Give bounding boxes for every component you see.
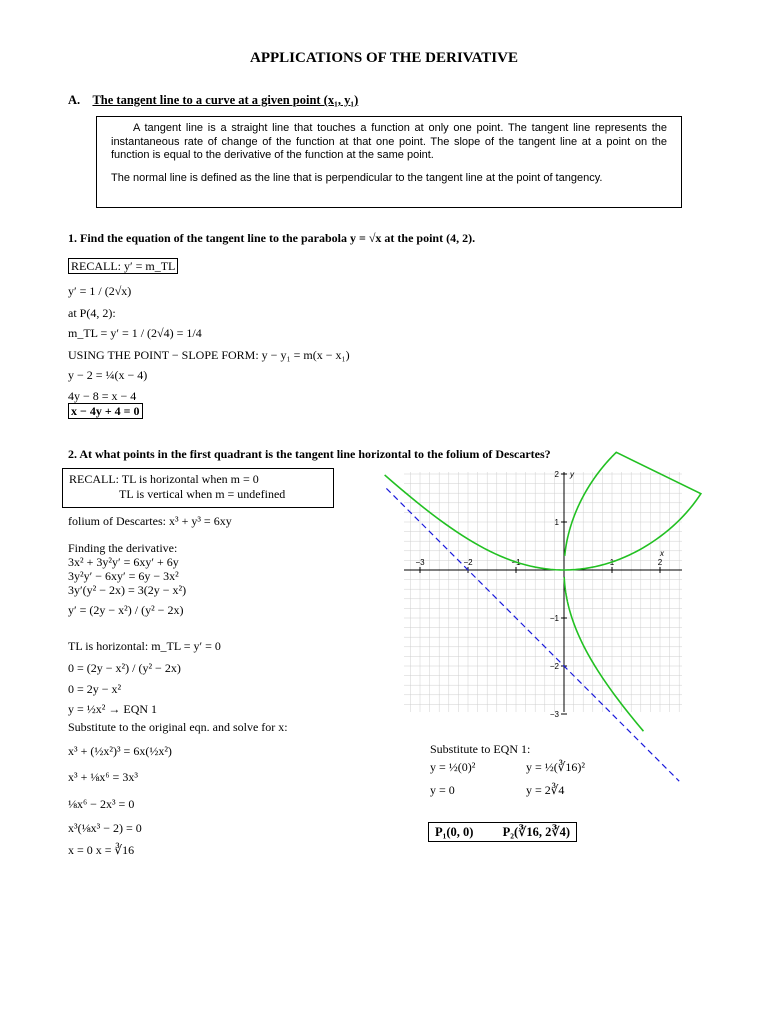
p1-step-2: at P(4, 2): [68, 306, 116, 320]
section-a-label: A. [68, 93, 81, 107]
folium-graph [404, 470, 682, 719]
problem-2-recall [62, 468, 334, 508]
x-tick-label: −2 [463, 558, 473, 567]
tangent-line-definition: A tangent line is a straight line that touches a function at only one point. The tangent line represents the instantaneous rate of change of the function at that one point. The slope of the tangent line at a point on the function is equal to the derivative of the function at the same point. [111, 122, 667, 161]
p2-step-13: x³ + ⅛x⁶ = 3x³ [68, 770, 138, 784]
problem-2-question: 2. At what points in the first quadrant is the tangent line horizontal to the folium of Descartes? [68, 447, 551, 461]
y-tick-label: −2 [549, 662, 559, 671]
p1-answer [68, 404, 143, 418]
y-tick-label: 1 [554, 518, 559, 527]
x-tick-label: 2 [657, 558, 663, 567]
p2-step-8: 0 = (2y − x²) / (y² − 2x) [68, 661, 181, 675]
graph-ticks [415, 470, 665, 719]
p1-answer-box: x − 4y + 4 = 0 [68, 403, 143, 419]
recall-horizontal: RECALL: TL is horizontal when m = 0 [69, 472, 259, 486]
p2-step-1: folium of Descartes: x³ + y³ = 6xy [68, 514, 232, 528]
p2-step-6: y′ = (2y − x²) / (y² − 2x) [68, 603, 184, 617]
subs-col2-line2: y = 2∛4 [526, 783, 565, 797]
p2-step-7: TL is horizontal: m_TL = y′ = 0 [68, 639, 221, 653]
y-axis-label: y [570, 470, 574, 479]
x-axis-label: x [660, 549, 664, 558]
p2-answer-point-2: P₂(∛16, 2∛4) [502, 825, 570, 839]
y-tick-label: −3 [549, 710, 559, 719]
p2-step-10: y = ½x² → EQN 1 [68, 702, 158, 716]
section-a-title: The tangent line to a curve at a given point (x₁, y₁) [92, 93, 359, 107]
definition-box [96, 116, 682, 208]
graph-grid [404, 472, 682, 712]
normal-line-definition: The normal line is defined as the line that is perpendicular to the tangent line at the point of tangency. [111, 171, 603, 184]
p2-step-4: 3y²y′ − 6xy′ = 6y − 3x² [68, 569, 179, 583]
p1-step-5: y − 2 = ¼(x − 4) [68, 368, 148, 382]
p1-step-4: USING THE POINT − SLOPE FORM: y − y₁ = m(x − x₁) [68, 348, 350, 362]
asymptote-line [386, 488, 679, 781]
recall-vertical: TL is vertical when m = undefined [119, 487, 286, 501]
p2-answer-box [428, 822, 577, 842]
page-title: APPLICATIONS OF THE DERIVATIVE [250, 50, 518, 66]
subs-title: Substitute to EQN 1: [430, 742, 531, 756]
x-tick-label: −3 [415, 558, 425, 567]
p1-step-3: m_TL = y′ = 1 / (2√4) = 1/4 [68, 326, 202, 340]
problem-1-question: 1. Find the equation of the tangent line to the parabola y = √x at the point (4, 2). [68, 231, 476, 245]
x-tick-label: 1 [609, 558, 615, 567]
p2-answer-point-1: P₁(0, 0) [435, 825, 474, 839]
recall-box: RECALL: y′ = m_TL [68, 258, 178, 274]
y-tick-label: −1 [549, 614, 559, 623]
p1-step-1: y′ = 1 / (2√x) [68, 284, 132, 298]
subs-col1-line1: y = ½(0)² [430, 760, 476, 774]
p2-step-2: Finding the derivative: [68, 541, 178, 555]
p2-step-9: 0 = 2y − x² [68, 682, 122, 696]
folium-curve [385, 452, 701, 731]
subs-col2-line1: y = ½(∛16)² [526, 760, 586, 774]
p2-step-3: 3x² + 3y²y′ = 6xy′ + 6y [68, 555, 179, 569]
section-a-heading [68, 93, 358, 108]
subs-col1-line2: y = 0 [430, 783, 455, 797]
p2-step-11: Substitute to the original eqn. and solve for x: [68, 720, 288, 734]
problem-1-recall [68, 259, 178, 273]
p2-step-15: x³(⅛x³ − 2) = 0 [68, 821, 142, 835]
p2-step-12: x³ + (½x²)³ = 6x(½x²) [68, 744, 172, 758]
p2-step-5: 3y′(y² − 2x) = 3(2y − x²) [68, 583, 187, 597]
y-tick-label: 2 [554, 470, 559, 479]
p2-step-16: x = 0 x = ∛16 [68, 843, 135, 857]
x-tick-label: −1 [511, 558, 521, 567]
p2-step-14: ⅛x⁶ − 2x³ = 0 [68, 797, 135, 811]
p1-step-6: 4y − 8 = x − 4 [68, 389, 137, 403]
